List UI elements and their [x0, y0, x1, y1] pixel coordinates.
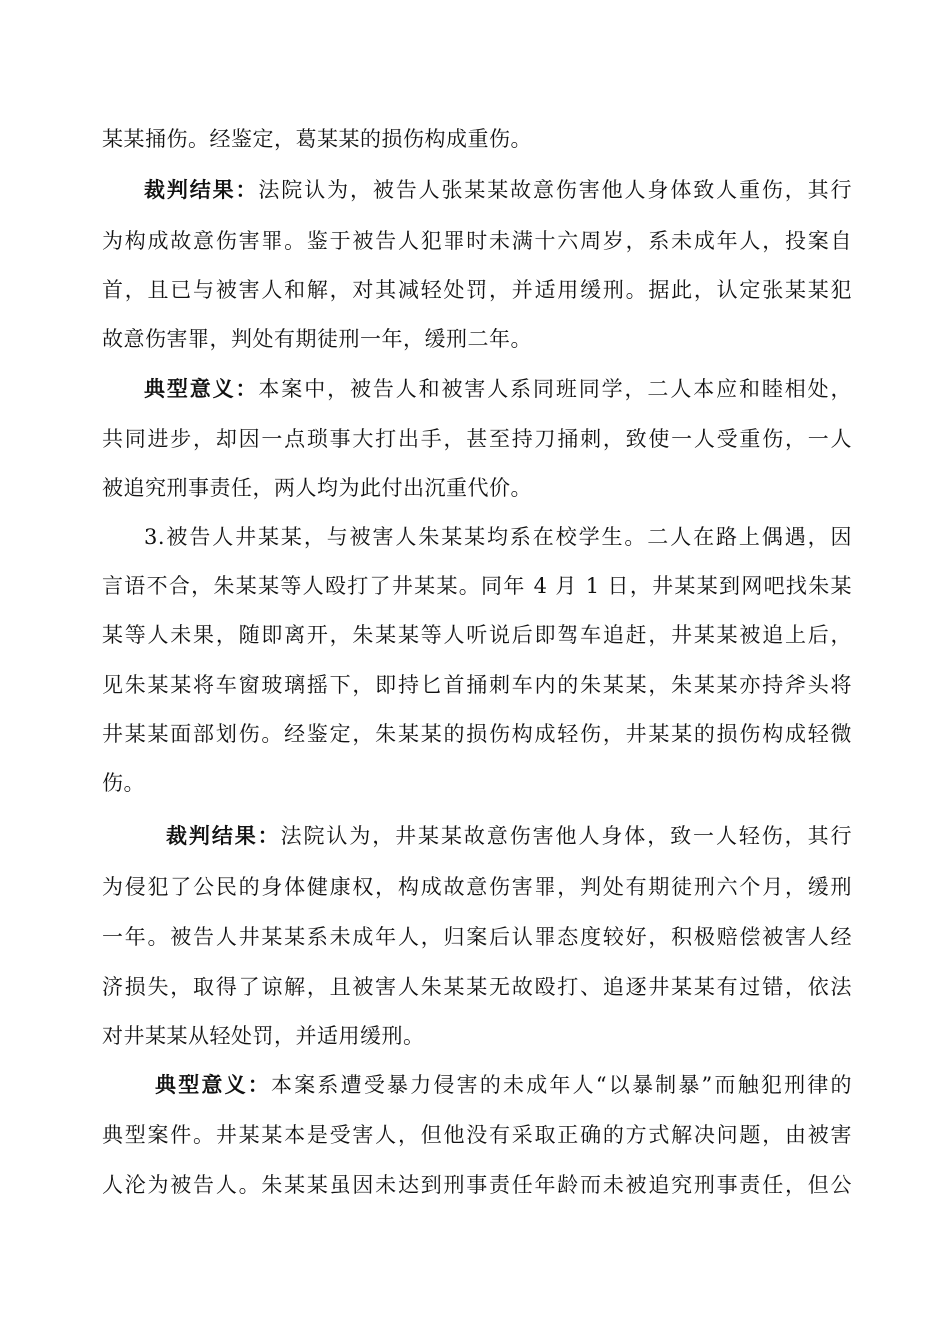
paragraph-line: 井某某面部划伤。经鉴定，朱某某的损伤构成轻伤，井某某的损伤构成轻微 — [102, 722, 852, 746]
section-label: 裁判结果： — [144, 177, 259, 202]
paragraph-line: 人沦为被告人。朱某某虽因未达到刑事责任年龄而未被追究刑事责任，但公 — [102, 1173, 852, 1197]
paragraph-line: 裁判结果：法院认为，井某某故意伤害他人身体，致一人轻伤，其行 — [166, 823, 853, 848]
paragraph-line: 典型案件。井某某本是受害人，但他没有采取正确的方式解决问题，由被害 — [102, 1123, 852, 1147]
section-label: 裁判结果： — [166, 823, 281, 848]
paragraph-line: 伤。 — [102, 771, 145, 795]
paragraph-line: 为侵犯了公民的身体健康权，构成故意伤害罪，判处有期徒刑六个月，缓刑 — [102, 875, 852, 899]
paragraph-line: 首，且已与被害人和解，对其减轻处罚，并适用缓刑。据此，认定张某某犯 — [102, 278, 852, 302]
paragraph-line: 典型意义：本案中，被告人和被害人系同班同学，二人本应和睦相处， — [144, 376, 853, 401]
paragraph-line: 共同进步，却因一点琐事大打出手，甚至持刀捅刺，致使一人受重伤，一人 — [102, 427, 852, 451]
paragraph-line: 3.被告人井某某，与被害人朱某某均系在校学生。二人在路上偶遇，因 — [144, 525, 852, 549]
paragraph-line: 故意伤害罪，判处有期徒刑一年，缓刑二年。 — [102, 327, 532, 351]
paragraph-line: 一年。被告人井某某系未成年人，归案后认罪态度较好，积极赔偿被害人经 — [102, 925, 852, 949]
paragraph-line: 济损失，取得了谅解，且被害人朱某某无故殴打、追逐井某某有过错，依法 — [102, 975, 852, 999]
paragraph-line: 裁判结果：法院认为，被告人张某某故意伤害他人身体致人重伤，其行 — [144, 177, 853, 202]
paragraph-line: 见朱某某将车窗玻璃摇下，即持匕首捅刺车内的朱某某，朱某某亦持斧头将 — [102, 673, 852, 697]
paragraph-line: 某等人未果，随即离开，朱某某等人听说后即驾车追赶，井某某被追上后， — [102, 623, 852, 647]
section-label: 典型意义： — [144, 376, 259, 401]
paragraph-line: 为构成故意伤害罪。鉴于被告人犯罪时未满十六周岁，系未成年人，投案自 — [102, 229, 852, 253]
paragraph-line: 对井某某从轻处罚，并适用缓刑。 — [102, 1024, 425, 1048]
paragraph-line: 典型意义：本案系遭受暴力侵害的未成年人“以暴制暴”而触犯刑律的 — [155, 1072, 852, 1097]
paragraph-line: 被追究刑事责任，两人均为此付出沉重代价。 — [102, 476, 532, 500]
section-label: 典型意义： — [155, 1072, 272, 1097]
paragraph-line: 某某捅伤。经鉴定，葛某某的损伤构成重伤。 — [102, 127, 532, 151]
paragraph-line: 言语不合，朱某某等人殴打了井某某。同年 4 月 1 日，井某某到网吧找朱某 — [102, 574, 852, 598]
